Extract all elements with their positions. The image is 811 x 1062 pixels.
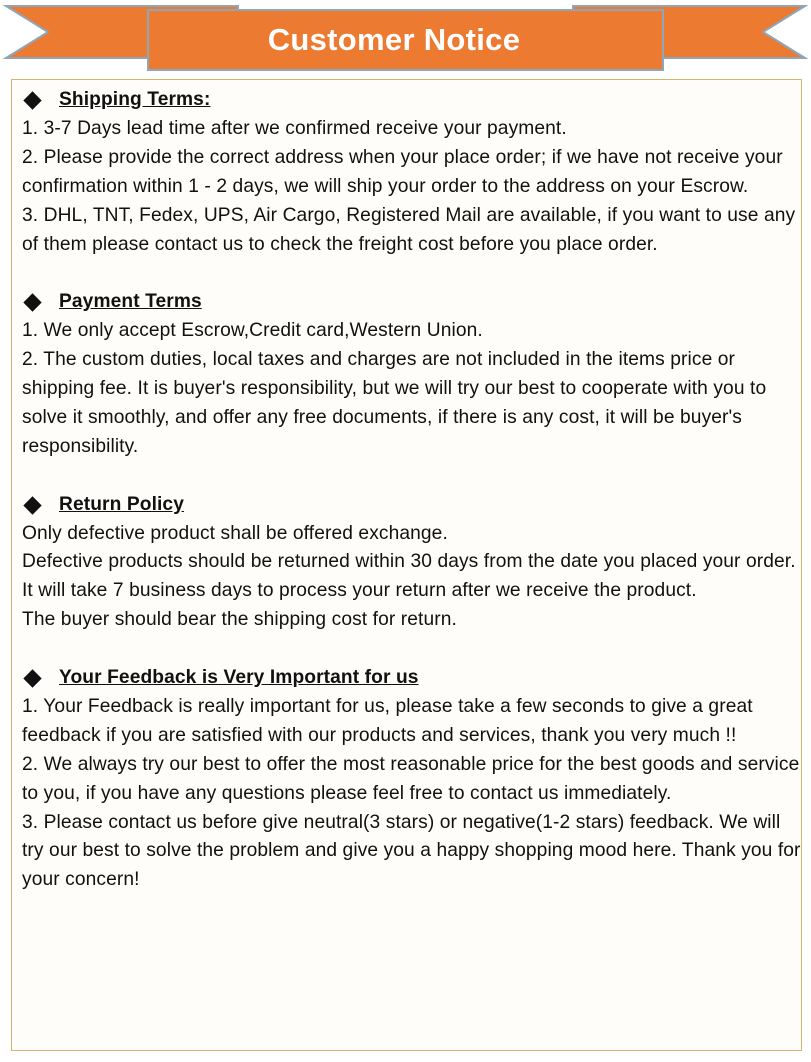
shipping-term-line: 1. 3-7 Days lead time after we confirmed receive your payment. <box>22 117 567 139</box>
section-heading <box>22 664 802 693</box>
feedback-line: 1. Your Feedback is really important for us, please take a few seconds to give a great feedback if you are satisfied with our products and services, thank you very much !! <box>22 695 753 746</box>
payment-terms-section <box>22 288 802 461</box>
return-policy-line: Defective products should be returned within 30 days from the date you placed your order. <box>22 551 796 573</box>
return-policy-line: Only defective product shall be offered exchange. <box>22 522 448 544</box>
notice-content <box>22 86 802 895</box>
diamond-bullet-icon <box>23 294 41 312</box>
shipping-term-line: 3. DHL, TNT, Fedex, UPS, Air Cargo, Registered Mail are available, if you want to use any of them please contact us to check the freight cost before you place order. <box>22 204 796 255</box>
payment-terms-heading: Payment Terms <box>59 291 202 313</box>
feedback-line: 2. We always try our best to offer the most reasonable price for the best goods and service to you, if you have any questions please feel free to contact us immediately. <box>22 753 800 804</box>
return-policy-heading: Return Policy <box>59 493 184 515</box>
feedback-heading: Your Feedback is Very Important for us <box>59 667 419 689</box>
notice-banner <box>0 0 811 78</box>
return-policy-line: It will take 7 business days to process your return after we receive the product. <box>22 580 697 602</box>
return-policy-line: The buyer should bear the shipping cost for return. <box>22 609 457 631</box>
diamond-bullet-icon <box>23 496 41 514</box>
shipping-terms-section <box>22 86 802 259</box>
section-heading <box>22 86 802 115</box>
shipping-terms-heading: Shipping Terms: <box>59 89 211 110</box>
feedback-line: 3. Please contact us before give neutral(3 stars) or negative(1-2 stars) feedback. We will try our best to solve the problem and give you a happy shopping mood here. Thank you for your concern! <box>22 811 801 891</box>
notice-title: Customer Notice <box>267 22 521 57</box>
diamond-bullet-icon <box>23 91 41 109</box>
return-policy-section <box>22 491 802 636</box>
payment-term-line: 2. The custom duties, local taxes and charges are not included in the items price or shipping fee. It is buyer's responsibility, but we will try our best to cooperate with you to solve it smoothly, and offer any free documents, if there is any cost, it will be buyer's responsibility. <box>22 349 767 457</box>
section-heading <box>22 491 802 520</box>
feedback-section <box>22 664 802 895</box>
shipping-term-line: 2. Please provide the correct address when your place order; if we have not receive your confirmation within 1 - 2 days, we will ship your order to the address on your Escrow. <box>22 146 783 197</box>
payment-term-line: 1. We only accept Escrow,Credit card,Western Union. <box>22 320 483 342</box>
diamond-bullet-icon <box>23 669 41 687</box>
section-heading <box>22 288 802 317</box>
